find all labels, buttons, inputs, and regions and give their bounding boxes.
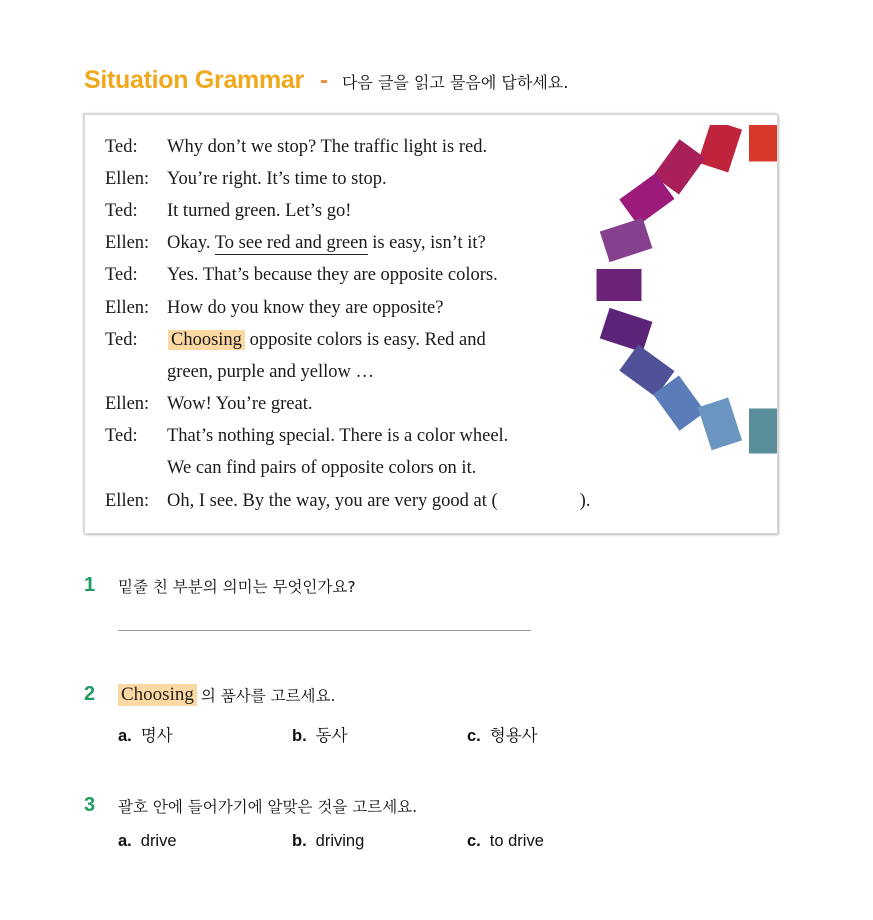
option-label: b. — [292, 727, 307, 745]
option-label: a. — [118, 727, 132, 745]
speaker: Ellen: — [105, 233, 150, 254]
option-text: 형용사 — [489, 727, 538, 745]
line-text: Why don’t we stop? The traffic light is red. — [167, 136, 488, 157]
line-text-post: is easy, isn’t it? — [367, 233, 486, 254]
line-text: We can find pairs of opposite colors on it. — [167, 458, 477, 479]
speaker: Ted: — [105, 265, 138, 286]
option-a[interactable] — [118, 832, 292, 851]
color-swatch — [597, 269, 642, 301]
dialogue-line — [105, 292, 625, 324]
dialogue-line — [105, 131, 625, 163]
line-text: You’re right. It’s time to stop. — [167, 168, 387, 189]
line-text: That’s nothing special. There is a color wheel. — [167, 426, 509, 447]
dialogue-line — [105, 389, 625, 421]
color-swatch — [698, 398, 742, 451]
color-swatch — [749, 409, 777, 454]
answer-line[interactable] — [118, 630, 531, 631]
question-text: 괄호 안에 들어가기에 알맞은 것을 고르세요. — [118, 797, 418, 816]
dialogue-line — [105, 356, 625, 388]
option-label: c. — [467, 832, 481, 850]
option-text: drive — [140, 832, 177, 850]
section-title: Situation Grammar — [84, 66, 304, 94]
dialogue-box — [84, 114, 778, 534]
option-a[interactable] — [118, 722, 292, 746]
speaker: Ted: — [105, 329, 138, 350]
line-text — [167, 491, 625, 512]
dialogue-line — [105, 260, 625, 292]
line-text: Yes. That’s because they are opposite colors. — [167, 265, 498, 286]
question-3 — [84, 794, 417, 817]
highlighted-word: Choosing — [118, 684, 197, 706]
title-dash: - — [319, 67, 328, 94]
speaker: Ted: — [105, 200, 138, 221]
option-c[interactable] — [467, 722, 538, 746]
line-text-pre: Okay. — [167, 233, 215, 254]
option-c[interactable] — [467, 832, 544, 851]
option-label: a. — [118, 832, 132, 850]
highlighted-word: Choosing — [168, 330, 245, 350]
dialogue-line — [105, 228, 625, 260]
speaker: Ellen: — [105, 490, 150, 511]
underlined-phrase: To see red and green — [214, 233, 368, 254]
line-text: It turned green. Let’s go! — [167, 200, 352, 221]
color-swatch — [600, 218, 653, 262]
question-3-options — [118, 832, 544, 851]
dialogue-line — [105, 421, 625, 453]
dialogue — [105, 131, 625, 517]
speaker: Ellen: — [105, 168, 150, 189]
question-text: 밑줄 친 부분의 의미는 무엇인가요? — [118, 577, 356, 596]
line-text-post: opposite colors is easy. Red and — [244, 329, 486, 350]
section-header — [84, 66, 568, 100]
question-number: 3 — [84, 794, 96, 816]
speaker: Ted: — [105, 136, 138, 157]
color-swatch — [600, 308, 653, 352]
line-text — [167, 233, 625, 254]
line-text: green, purple and yellow … — [167, 361, 375, 382]
dialogue-line — [105, 163, 625, 195]
question-number: 1 — [84, 574, 96, 596]
option-text: 동사 — [315, 727, 348, 745]
speaker: Ellen: — [105, 297, 150, 318]
speaker: Ted: — [105, 426, 138, 447]
option-b[interactable] — [292, 722, 467, 746]
dialogue-line — [105, 485, 625, 517]
line-text — [167, 330, 625, 351]
option-label: c. — [467, 727, 481, 745]
option-b[interactable] — [292, 832, 467, 851]
color-swatch — [698, 125, 742, 172]
dialogue-line — [105, 195, 625, 227]
question-2-options — [118, 722, 538, 746]
question-text: 의 품사를 고르세요. — [200, 686, 336, 705]
instruction-text: 다음 글을 읽고 물음에 답하세요. — [341, 73, 569, 92]
question-1 — [84, 574, 356, 597]
option-label: b. — [292, 832, 307, 850]
line-text: How do you know they are opposite? — [167, 297, 444, 318]
question-number: 2 — [84, 683, 96, 705]
option-text: to drive — [489, 832, 544, 850]
color-wheel-image — [587, 125, 777, 465]
dialogue-line — [105, 453, 625, 485]
dialogue-line — [105, 324, 625, 356]
color-swatch — [749, 125, 777, 162]
option-text: driving — [315, 832, 365, 850]
speaker: Ellen: — [105, 394, 150, 415]
line-text-post: ). — [579, 490, 591, 511]
option-text: 명사 — [140, 727, 173, 745]
line-text-pre: Oh, I see. By the way, you are very good at ( — [167, 490, 498, 511]
line-text: Wow! You’re great. — [167, 394, 313, 415]
question-2 — [84, 683, 335, 706]
